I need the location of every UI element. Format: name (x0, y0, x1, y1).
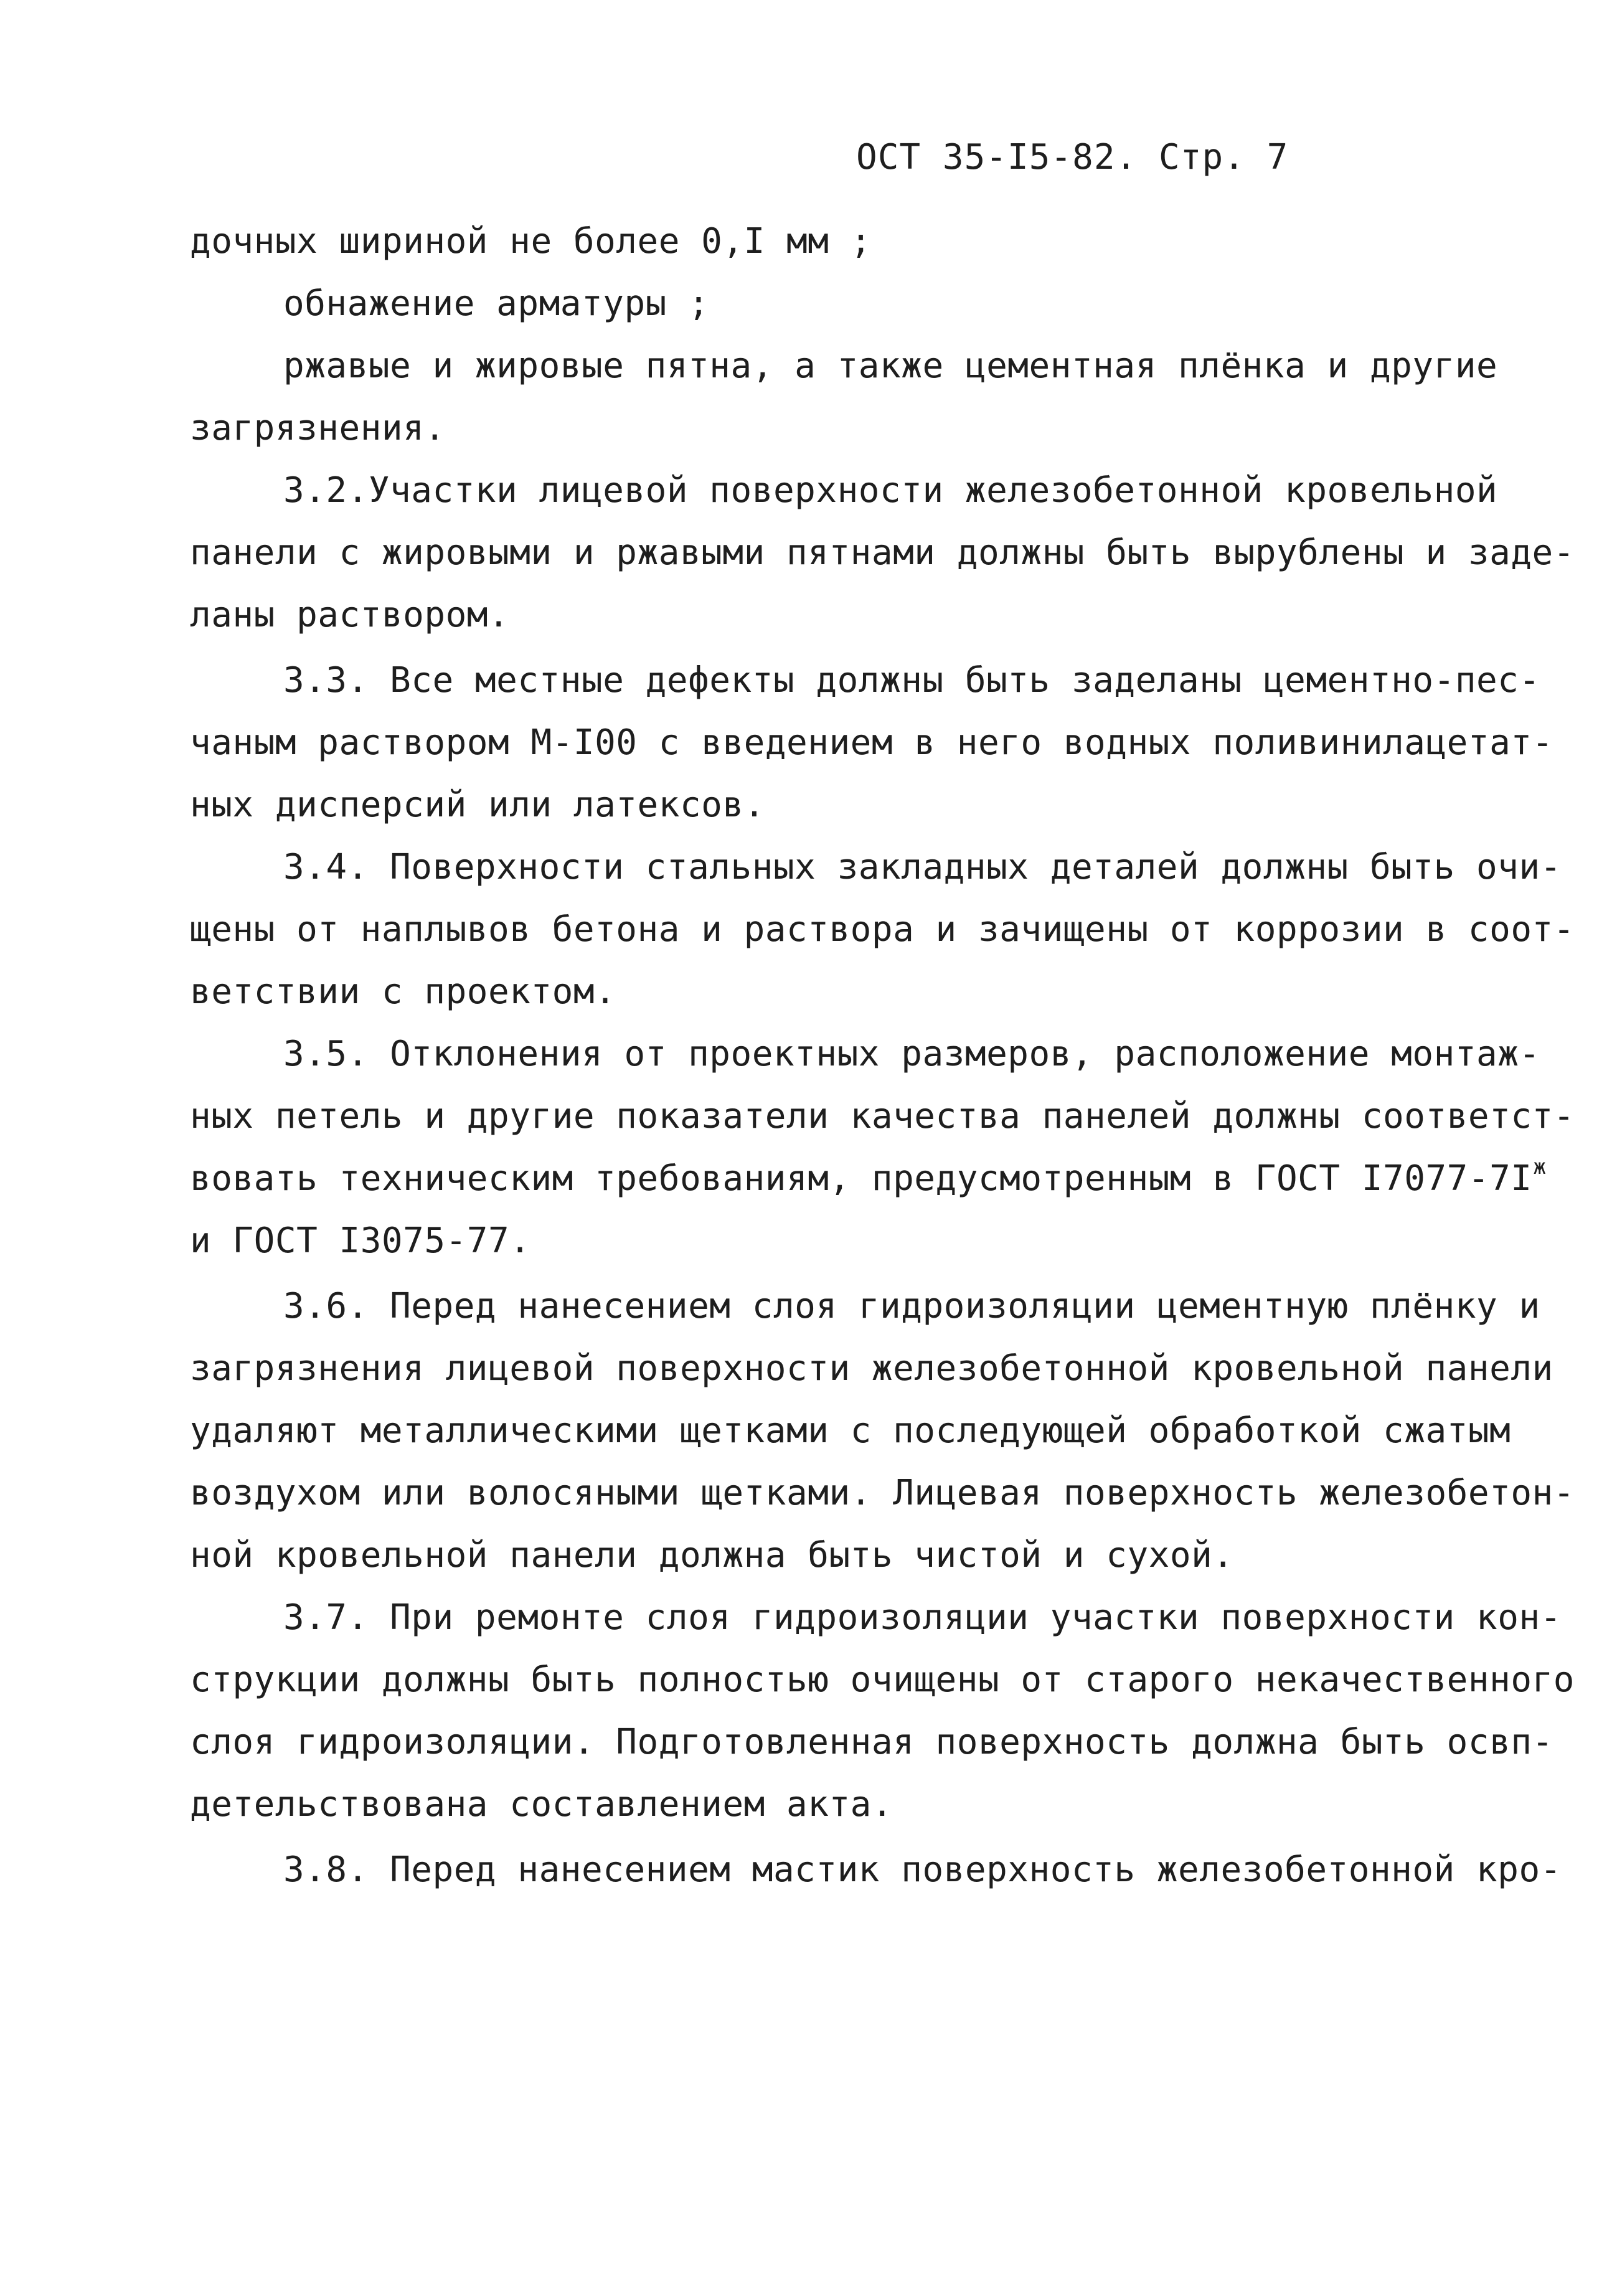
text-line: обнажение арматуры ; (283, 283, 710, 324)
text-line: щены от наплывов бетона и раствора и зачищены от коррозии в соот- (190, 909, 1575, 950)
text-line: загрязнения. (190, 408, 446, 448)
paragraph-3-3-line: 3.3. Все местные дефекты должны быть заделаны цементно-пес- (283, 660, 1540, 701)
paragraph-3-7-line: 3.7. При ремонте слоя гидроизоляции участки поверхности кон- (283, 1597, 1562, 1638)
text-line: ланы раствором. (190, 595, 510, 635)
text-line: ной кровельной панели должна быть чистой и сухой. (190, 1535, 1234, 1576)
paragraph-3-8-line: 3.8. Перед нанесением мастик поверхность железобетонной кро- (283, 1850, 1562, 1890)
text-line: загрязнения лицевой поверхности железобетонной кровельной панели (190, 1348, 1553, 1389)
text-line: и ГОСТ I3075-77. (190, 1221, 531, 1261)
text-line: панели с жировыми и ржавыми пятнами должны быть вырублены и заде- (190, 532, 1575, 573)
text-line: ветствии с проектом. (190, 971, 616, 1012)
text-line: слоя гидроизоляции. Подготовленная поверхность должна быть освп- (190, 1722, 1553, 1762)
text-line: детельствована составлением акта. (190, 1784, 893, 1825)
text-line: ных петель и другие показатели качества панелей должны соответст- (190, 1096, 1575, 1136)
text-line: струкции должны быть полностью очищены от старого некачественного (190, 1660, 1575, 1700)
text-line: чаным раствором М-I00 с введением в него водных поливинилацетат- (190, 722, 1553, 763)
text-line: дочных шириной не более 0,I мм ; (190, 221, 872, 262)
text-line: воздухом или волосяными щетками. Лицевая поверхность железобетон- (190, 1473, 1575, 1513)
text-line: ных дисперсий или латексов. (190, 785, 765, 825)
text-line: ржавые и жировые пятна, а также цементная плёнка и другие (283, 346, 1498, 386)
paragraph-3-6-line: 3.6. Перед нанесением слоя гидроизоляции цементную плёнку и (283, 1286, 1540, 1326)
paragraph-3-5-line: 3.5. Отклонения от проектных размеров, расположение монтаж- (283, 1034, 1540, 1074)
text-line-main: вовать техническим требованиям, предусмотренным в ГОСТ I7077-7I (190, 1158, 1532, 1199)
text-line: удаляют металлическими щетками с последующей обработкой сжатым (190, 1410, 1511, 1451)
text-line (190, 1155, 1547, 1199)
superscript-mark: ж (1533, 1155, 1547, 1179)
paragraph-3-2-line: 3.2.Участки лицевой поверхности железобетонной кровельной (283, 470, 1498, 511)
page-header: ОСТ 35-I5-82. Стр. 7 (856, 137, 1289, 177)
paragraph-3-4-line: 3.4. Поверхности стальных закладных деталей должны быть очи- (283, 847, 1562, 887)
